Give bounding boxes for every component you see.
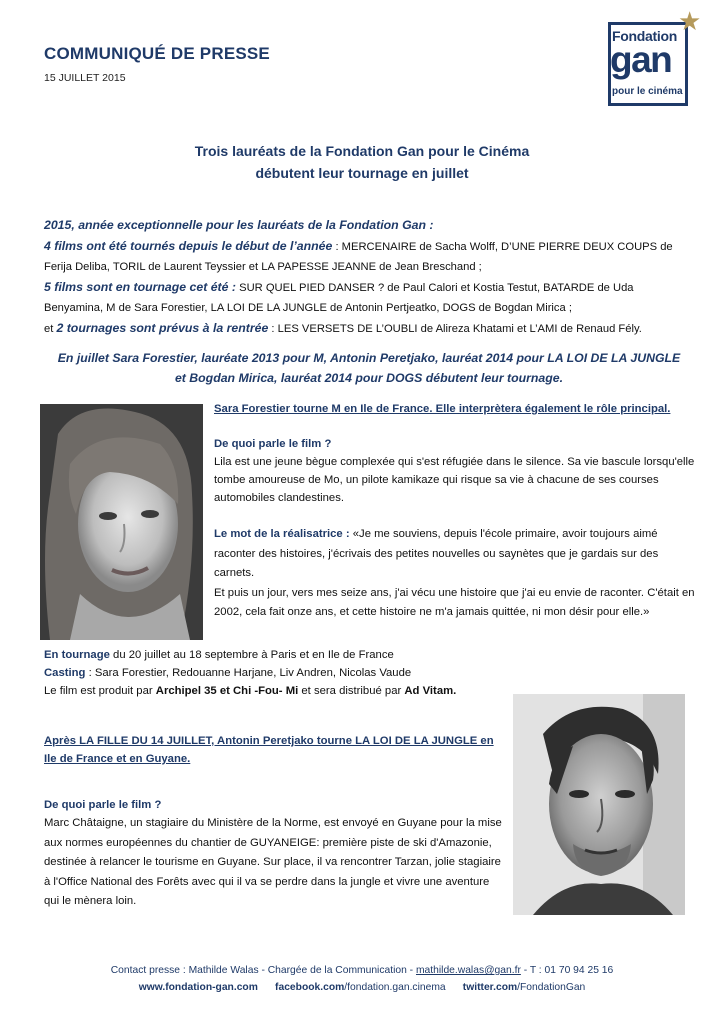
intro-p3-label: 2 tournages sont prévus à la rentrée (56, 321, 269, 335)
july-line2: et Bogdan Mirica, lauréat 2014 pour DOGS débutent leur tournage. (174, 371, 564, 385)
intro-p3-text: : LES VERSETS DE L’OUBLI de Alireza Khatami et L’AMI de Renaud Fély. (268, 323, 642, 335)
footer-website-link[interactable]: www.fondation-gan.com (138, 982, 258, 993)
twitter-domain: twitter.com (462, 982, 518, 993)
section1-mot-text1: «Je me souviens, depuis l'école primaire, avoir toujours aimé raconter des histoires, j'écrivais des petites nouvelles ou saynètes que je gardais sur des carnets. (214, 528, 659, 579)
facebook-path: /fondation.gan.cinema (344, 982, 446, 993)
headline (0, 140, 724, 184)
section-sara-forestier (214, 400, 699, 623)
casting-text: : Sara Forestier, Redouanne Harjane, Liv Andren, Nicolas Vaude (85, 667, 412, 679)
section2-q-text: Marc Châtaigne, un stagiaire du Ministère de la Norme, est envoyé en Guyane pour la mise aux normes européennes du chantier de GUYANEIGE: première piste de ski d'Amazonie, destinée à relancer le tourisme en Guyane. Sur place, il va rencontrer Tarzan, jolie stagiaire à l'Office National des Forêts avec qui il va se perdre dans la jungle et vivre une aventure qui le mènera loin. (44, 817, 502, 907)
tournage-label: En tournage (44, 649, 110, 661)
casting-label: Casting (44, 667, 86, 679)
facebook-domain: facebook.com (275, 982, 345, 993)
july-announcement (44, 348, 694, 388)
fondation-gan-logo (602, 8, 708, 106)
section1-heading: Sara Forestier tourne M en Ile de France. Elle interprètera également le rôle principal. (214, 403, 671, 415)
section1-q-heading: De quoi parle le film ? (214, 438, 332, 450)
star-icon: ★ (678, 6, 702, 36)
logo-line2: gan (610, 39, 672, 80)
footer (0, 962, 724, 996)
page-title: COMMUNIQUÉ DE PRESSE (44, 44, 270, 63)
section1-q-text: Lila est une jeune bègue complexée qui s'est réfugiée dans le silence. Sa vie bascule lorsqu'elle tombe amoureuse de Mo, un pilote kamikaze qui risque sa vie à chacune de ses courses automobiles clandestines. (214, 456, 695, 504)
prod-bold2: Ad Vitam. (404, 685, 457, 697)
headline-line2: débutent leur tournage en juillet (255, 165, 469, 181)
logo-line3: pour le cinéma (612, 86, 683, 97)
intro-p2-label: 5 films sont en tournage cet été : (44, 280, 237, 294)
footer-contact: Contact presse : Mathilde Walas - Chargée de la Communication - (110, 965, 416, 976)
intro-lead: 2015, année exceptionnelle pour les lauréats de la Fondation Gan : (44, 218, 434, 232)
intro-block (44, 215, 694, 339)
headline-line1: Trois lauréats de la Fondation Gan pour le Cinéma (194, 143, 530, 159)
intro-p3-prefix: et (44, 323, 57, 335)
portrait-sara-forestier (40, 404, 203, 640)
july-line1: En juillet Sara Forestier, lauréate 2013 pour M, Antonin Peretjako, lauréat 2014 pour LA LOI DE LA JUNGLE (57, 351, 681, 365)
footer-phone: - T : 01 70 94 25 16 (520, 965, 614, 976)
footer-email-link[interactable]: mathilde.walas@gan.fr (415, 965, 521, 976)
section2-heading: Après LA FILLE DU 14 JUILLET, Antonin Peretjako tourne LA LOI DE LA JUNGLE en Ile de France et en Guyane. (44, 735, 494, 765)
footer-twitter-link[interactable] (463, 982, 585, 993)
logo-line1: Fondation (612, 28, 677, 44)
intro-p1-text: : MERCENAIRE de Sacha Wolff, D’UNE PIERRE DEUX COUPS de Ferija Deliba, TORIL de Laurent Teyssier et LA PAPESSE JEANNE de Jean Breschand ; (44, 241, 673, 273)
section1-mot-text2: Et puis un jour, vers mes seize ans, j'ai vécu une histoire que j'ai eu envie de raconter. C'était en 2002, cela fait onze ans, et cette histoire ne m'a jamais quittée, ni mon désir pour elle.» (214, 586, 695, 618)
section-antonin-peretjako (44, 732, 504, 912)
portrait-antonin-peretjako (513, 694, 685, 915)
twitter-path: /FondationGan (517, 982, 586, 993)
footer-facebook-link[interactable] (275, 982, 446, 993)
prod-text2: et sera distribué par (298, 685, 405, 697)
section1-details (44, 646, 514, 700)
prod-bold1: Archipel 35 et Chi -Fou- Mi (155, 685, 299, 697)
tournage-text: du 20 juillet au 18 septembre à Paris et en Ile de France (109, 649, 394, 661)
section2-q-heading: De quoi parle le film ? (44, 799, 162, 811)
intro-p1-label: 4 films ont été tournés depuis le début de l’année (44, 239, 333, 253)
release-date: 15 JUILLET 2015 (44, 72, 126, 84)
section1-mot-label: Le mot de la réalisatrice : (214, 528, 350, 540)
intro-p2-text: SUR QUEL PIED DANSER ? de Paul Calori et Kostia Testut, BATARDE de Uda Benyamina, M de Sara Forestier, LA LOI DE LA JUNGLE de Antonin Pertjeatko, DOGS de Bogdan Mirica ; (44, 282, 634, 314)
prod-text1: Le film est produit par (44, 685, 156, 697)
